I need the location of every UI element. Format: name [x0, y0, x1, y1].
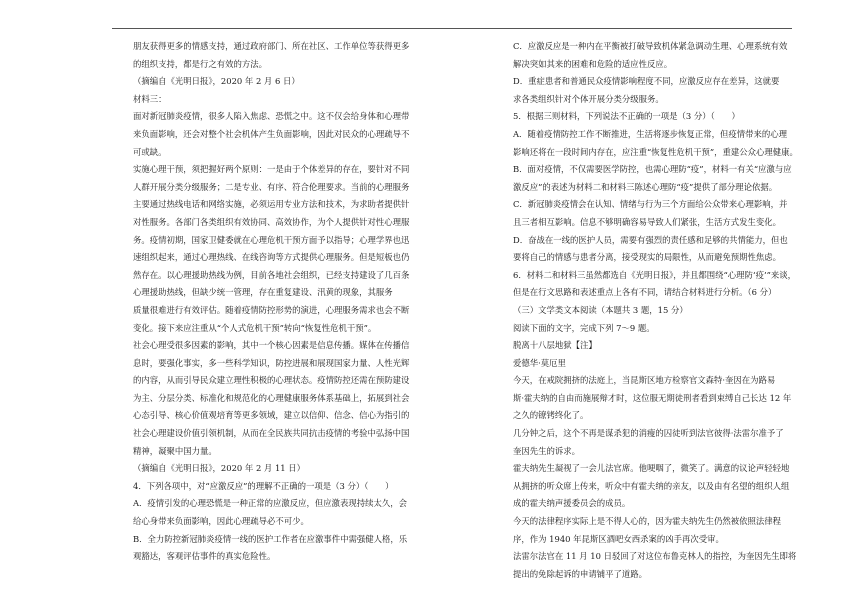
text-line: 今天的法律程序实际上是不得人心的，因为霍夫纳先生仍然被依照法律程: [513, 516, 781, 527]
text-line: 质量很难进行有效评估。随着疫情防控形势的演进，心理服务需求也会不断: [133, 304, 410, 315]
text-line: 务。疫情初期，国家卫健委就在心理危机干预方面予以指导；心理学界也迅: [133, 234, 410, 245]
source-citation: （摘编自《光明日报》，2020 年 2 月 11 日）: [133, 463, 306, 474]
text-line: 之久的镣铐终化了。: [513, 410, 589, 421]
text-line: 解决突如其来的困难和危险的适应性反应。: [513, 58, 673, 69]
text-line: 社会心理受很多因素的影响，其中一个核心因素是信息传播。媒体在传播信: [133, 340, 410, 351]
option-d: D．奋战在一线的医护人员，需要有强烈的责任感和足够的共情能力，但也: [513, 234, 788, 245]
text-line: 奎因先生的诉求。: [513, 445, 580, 456]
text-line: 来负面影响，还会对整个社会机体产生负面影响，因此对民众的心理疏导不: [133, 128, 410, 139]
option-a: A．随着疫情防控工作不断推进，生活将逐步恢复正常，但疫情带来的心理: [513, 128, 788, 139]
text-line: 实施心理干预，须把握好两个原则：一是由于个体差异的存在，要针对不同: [133, 164, 410, 175]
right-column: [513, 38, 803, 583]
text-line: 求各类组织针对个体开展分类分级服务。: [513, 93, 664, 104]
text-line: 给心身带来负面影响，因此心理疏导必不可少。: [133, 516, 309, 527]
header-rule: [112, 28, 792, 29]
text-line: 精神，凝聚中国力量。: [133, 445, 217, 456]
text-line: 对性服务。各部门各类组织有效协同、高效协作，为个人提供针对性心理服: [133, 216, 410, 227]
text-line: 息时，要强化事实，多一些科学知识，防控进展和展现国家力量、人性光辉: [133, 357, 410, 368]
option-c: C．应激反应是一种内在平衡被打破导致机体紧急调动生理、心理系统有效: [513, 41, 788, 51]
section-heading: （三）文学类文本阅读（本题共 3 题，15 分）: [513, 304, 688, 315]
text-line: 法雷尔法官在 11 月 10 日驳回了对这位布鲁克林人的指控，为奎因先生即将: [513, 551, 797, 562]
story-title: 脱离十八层地狱【注】: [513, 340, 597, 351]
option-b: B．全力防控新冠肺炎疫情一线的医护工作者在应激事件中需强健人格，乐: [133, 533, 408, 544]
text-line: 霍夫纳先生凝视了一会儿法官席。他哽咽了，微笑了。满意的议论声轻轻地: [513, 463, 790, 474]
text-line: 的内容，从而引导民众建立理性积极的心理状态。疫情防控还需在预防建设: [133, 375, 410, 386]
question-5: 5．根据三则材料，下列说法不正确的一项是（3 分）（ ）: [513, 111, 740, 122]
source-citation: （摘编自《光明日报》，2020 年 2 月 6 日）: [133, 76, 300, 87]
text-line: 心态引导、核心价值观培育等更多领域，建立以信仰、信念、信心为指引的: [133, 410, 410, 421]
text-line: 变化。接下来应注重从“个人式危机干预”转向“恢复性危机干预”。: [133, 322, 377, 333]
question-4: 4．下列各项中，对“应激反应”的理解不正确的一项是（3 分）（ ）: [133, 480, 394, 491]
text-line: 几分钟之后，这个不再是谋杀犯的消瘦的囚徒听到法官彼得·法雷尔准予了: [513, 428, 784, 439]
text-line: 人群开展分类分级服务；二是专业、有序、符合伦理要求。当前的心理服务: [133, 181, 410, 192]
option-d: D．重症患者和普通民众疫情影响程度不同，应激反应存在差异，这就要: [513, 76, 780, 87]
left-column: [133, 38, 463, 566]
text-line: 可或缺。: [133, 146, 167, 157]
text-line: 然存在。以心理援助热线为例，目前各地社会组织，已经支持建设了几百条: [133, 269, 410, 280]
story-author: 爱德华·莫厄里: [513, 357, 566, 368]
question-6: 6．材料二和材料三虽然都选自《光明日报》，并且都围绕“心理防‘疫’”来谈，: [513, 269, 797, 280]
text-line: 从拥挤的听众席上传来，听众中有霍夫纳的亲友，以及由有名望的组织人组: [513, 480, 790, 491]
text-line: 序，作为 1940 年昆斯区酒吧女西杀案的凶手再次受审。: [513, 533, 724, 544]
text-line: 的组织支持，都是行之有效的方法。: [133, 58, 267, 69]
text-line: 主要通过热线电话和网络实施，必须运用专业方法和技术，为求助者提供针: [133, 199, 410, 210]
instruction-line: 阅读下面的文字，完成下列 7～9 题。: [513, 322, 655, 333]
section-heading: 材料三：: [133, 93, 167, 104]
text-line: 朋友获得更多的情感支持，通过政府部门、所在社区、工作单位等获得更多: [133, 41, 410, 51]
text-line: 观豁达，客观评估事件的真实危险性。: [133, 551, 276, 562]
text-line: 影响还将在一段时间内存在，应注重“恢复性危机干预”，重建公众心理健康。: [513, 146, 798, 157]
text-line: 且三者相互影响。信息不够明确容易导致人们紧张，生活方式发生变化。: [513, 216, 781, 227]
text-line: 要将自己的情感与患者分离，接受现实的局限性，从而避免预期性焦虑。: [513, 252, 781, 263]
option-b: B．面对疫情，不仅需要医学防控，也需心理防“疫”，材料一有关“应激与应: [513, 164, 792, 175]
text-line: 速组织起来，通过心理热线、在线咨询等方式提供心理服务。但是短板也仍: [133, 252, 410, 263]
text-line: 提出的免除起诉的申请铺平了道路。: [513, 568, 647, 579]
text-line: 激反应”的表述为材料二和材料三陈述心理防“疫”提供了部分理论依据。: [513, 181, 778, 192]
text-line: 成的霍夫纳声援委员会的成员。: [513, 498, 631, 509]
text-line: 今天，在戒院拥挤的法庭上，当昆斯区地方检察官文森特·奎因在为路易: [513, 375, 776, 386]
text-line: 为主、分层分类、标准化和规范化的心理健康服务体系基础上，拓展到社会: [133, 392, 410, 403]
text-line: 面对新冠肺炎疫情，很多人陷入焦虑、恐慌之中。这不仅会给身体和心理带: [133, 111, 410, 122]
text-line: 斯·霍夫纳的自由而施展辩才时，这位服无期徒刑者看到束缚自己长达 12 年: [513, 392, 792, 403]
text-line: 但是在行文思路和表述重点上各有不同，请结合材料进行分析。（6 分）: [513, 287, 777, 298]
option-c: C．新冠肺炎疫情会在认知、情绪与行为三个方面给公众带来心理影响，并: [513, 199, 788, 210]
text-line: 社会心理建设价值引领机制，从而在全民族共同抗击疫情的考验中弘扬中国: [133, 428, 410, 439]
option-a: A．疫情引发的心理恐慌是一种正常的应激反应，但应激表现持续太久，会: [133, 498, 408, 509]
text-line: 心理援助热线，但缺少统一管理，存在重复建设、汛黄的现象，其服务: [133, 287, 393, 298]
